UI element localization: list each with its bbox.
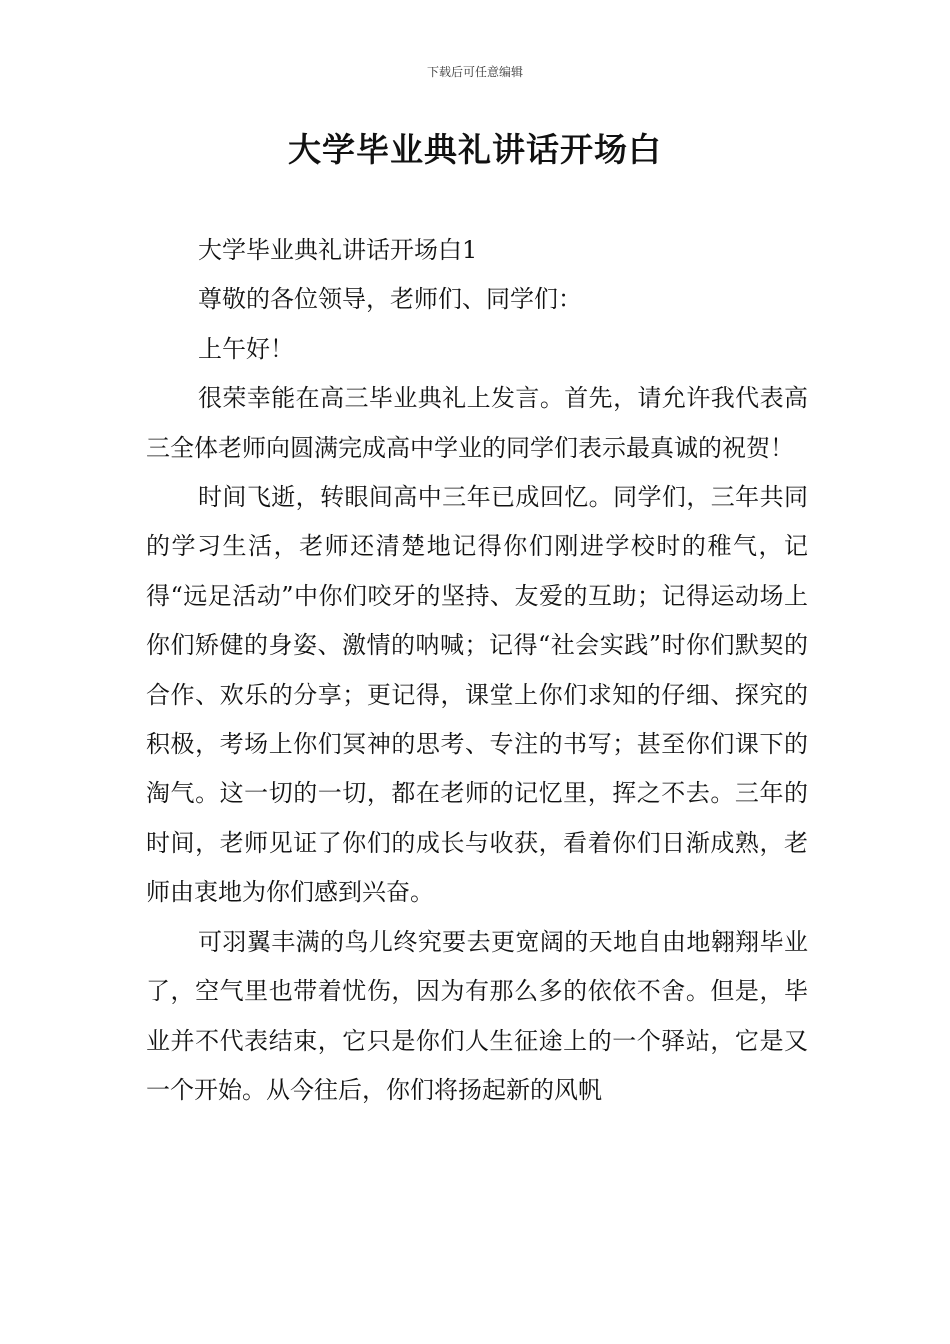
document-body <box>146 226 808 1115</box>
greeting: 上午好！ <box>198 334 294 363</box>
body-paragraph: 时间飞逝，转眼间高中三年已成回忆。同学们，三年共同的学习生活，老师还清楚地记得你们刚进学校时的稚气，记得“远足活动”中你们咬牙的坚持、友爱的互助；记得运动场上你们矫健的身姿、激情的呐喊；记得“社会实践”时你们默契的合作、欢乐的分享；更记得，课堂上你们求知的仔细、探究的积极，考场上你们冥神的思考、专注的书写；甚至你们课下的淘气。这一切的一切，都在老师的记忆里，挥之不去。三年的时间，老师见证了你们的成长与收获，看着你们日渐成熟，老师由衷地为你们感到兴奋。 <box>146 483 808 907</box>
header-note: 下载后可任意编辑 <box>426 65 523 79</box>
section-heading: 大学毕业典礼讲话开场白1 <box>198 236 478 264</box>
body-paragraph: 可羽翼丰满的鸟儿终究要去更宽阔的天地自由地翱翔毕业了，空气里也带着忧伤，因为有那么多的依依不舍。但是，毕业并不代表结束，它只是你们人生征途上的一个驿站，它是又一个开始。从今往后，你们将扬起新的风帆 <box>146 927 808 1104</box>
salutation: 尊敬的各位领导，老师们、同学们： <box>198 285 582 314</box>
document-title: 大学毕业典礼讲话开场白 <box>288 130 662 169</box>
body-paragraph: 很荣幸能在高三毕业典礼上发言。首先，请允许我代表高三全体老师向圆满完成高中学业的同学们表示最真诚的祝贺！ <box>146 384 808 462</box>
